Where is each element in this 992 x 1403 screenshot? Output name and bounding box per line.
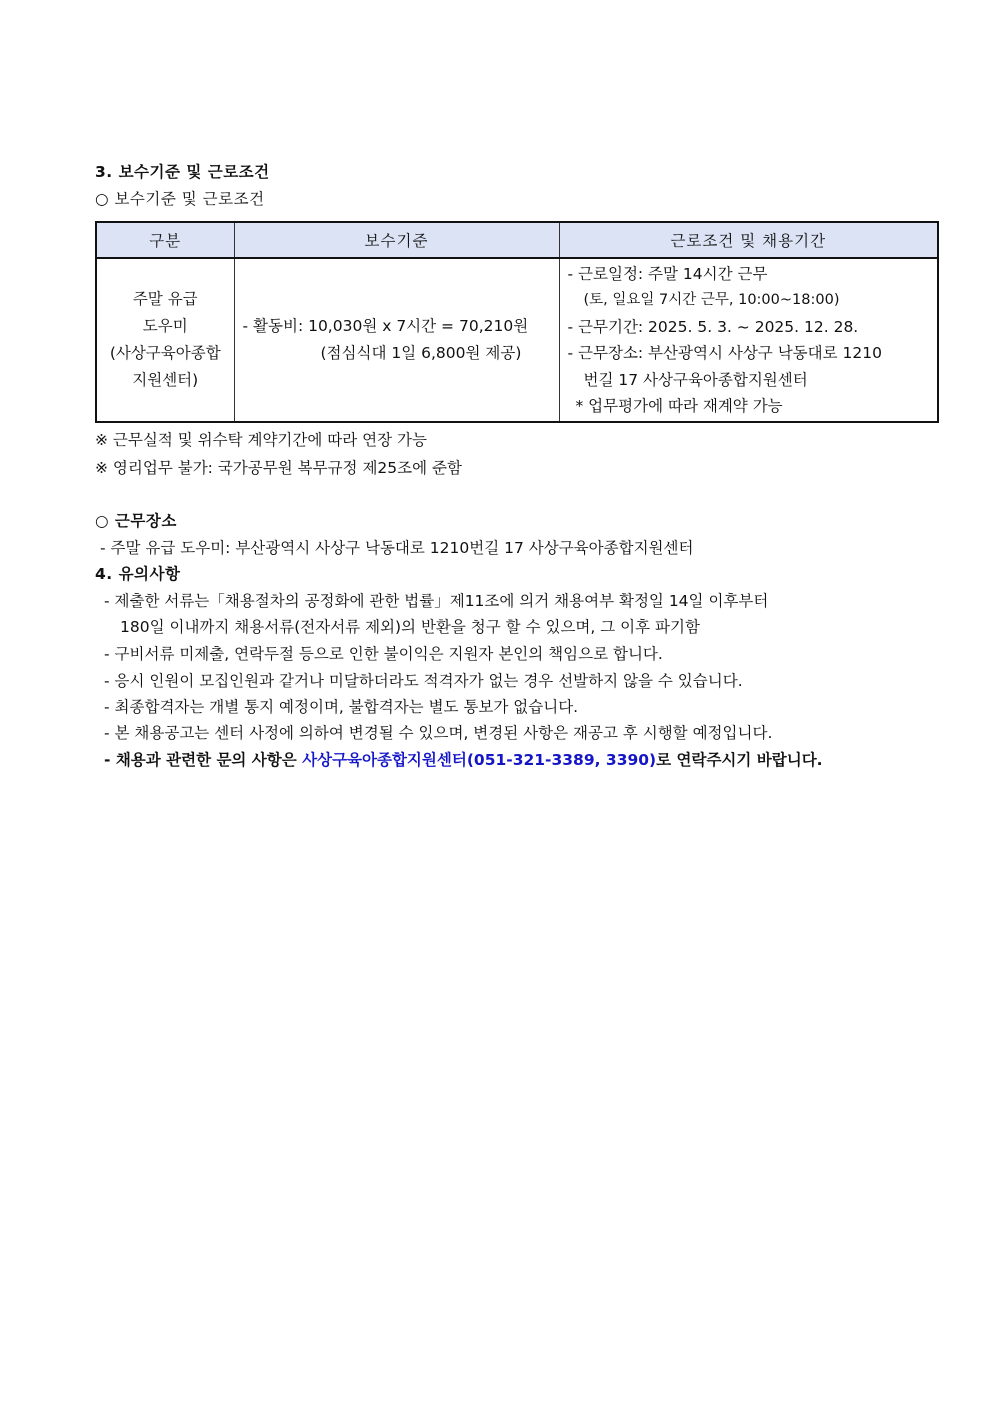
- condition-line: 번길 17 사상구육아종합지원센터: [583, 370, 808, 389]
- note-business: ※ 영리업무 불가: 국가공무원 복무규정 제25조에 준함: [95, 459, 462, 477]
- condition-line: * 업무평가에 따라 재계약 가능: [575, 397, 783, 415]
- workplace-line: - 주말 유급 도우미: 부산광역시 사상구 낙동대로 1210번길 17 사상구육아종합지원센터: [100, 539, 694, 557]
- table-row: [96, 258, 938, 422]
- category-line: (사상구육아종합: [109, 344, 221, 362]
- note-extension: ※ 근무실적 및 위수탁 계약기간에 따라 연장 가능: [95, 431, 427, 449]
- contact-line: [104, 747, 823, 773]
- section-3-title: 3. 보수기준 및 근로조건: [95, 163, 270, 181]
- pay-line: - 활동비: 10,030원 x 7시간 = 70,210원: [242, 317, 529, 335]
- section-4-title: 4. 유의사항: [95, 565, 181, 583]
- condition-line: - 근무장소: 부산광역시 사상구 낙동대로 1210: [567, 344, 882, 362]
- pay-note: (점심식대 1일 6,800원 제공): [320, 344, 522, 362]
- workplace-title: ○ 근무장소: [95, 512, 177, 530]
- table-header-row: [96, 222, 938, 258]
- category-line: 주말 유급: [132, 290, 198, 308]
- notice-item: - 제출한 서류는「채용절차의 공정화에 관한 법률」제11조에 의거 채용여부 확정일 14일 이후부터: [104, 592, 769, 610]
- condition-line: (토, 일요일 7시간 근무, 10:00~18:00): [583, 292, 840, 308]
- condition-line: - 근로일정: 주말 14시간 근무: [567, 264, 768, 283]
- notice-item: - 본 채용공고는 센터 사정에 의하여 변경될 수 있으며, 변경된 사항은 재공고 후 시행할 예정입니다.: [104, 724, 773, 742]
- notice-item: 180일 이내까지 채용서류(전자서류 제외)의 반환을 청구 할 수 있으며, 그 이후 파기함: [120, 618, 700, 636]
- pay-conditions-table: [95, 221, 939, 423]
- category-cell: [96, 258, 234, 422]
- contact-prefix: - 채용과 관련한 문의 사항은: [104, 751, 303, 769]
- conditions-cell: [559, 258, 938, 422]
- category-line: 도우미: [142, 317, 188, 335]
- contact-suffix: 로 연락주시기 바랍니다.: [656, 751, 823, 769]
- header-category: 구분: [96, 222, 234, 258]
- category-line: 지원센터): [132, 371, 199, 389]
- header-pay: 보수기준: [234, 222, 559, 258]
- notice-item: - 응시 인원이 모집인원과 같거나 미달하더라도 적격자가 없는 경우 선발하지 않을 수 있습니다.: [104, 672, 743, 690]
- condition-line: - 근무기간: 2025. 5. 3. ~ 2025. 12. 28.: [567, 317, 859, 336]
- section-3-subtitle: ○ 보수기준 및 근로조건: [95, 190, 265, 208]
- notice-item: - 구비서류 미제출, 연락두절 등으로 인한 불이익은 지원자 본인의 책임으로 합니다.: [104, 645, 663, 663]
- pay-cell: [234, 258, 559, 422]
- notice-item: - 최종합격자는 개별 통지 예정이며, 불합격자는 별도 통보가 없습니다.: [104, 698, 579, 716]
- contact-center: 사상구육아종합지원센터(051-321-3389, 3390): [302, 751, 657, 769]
- header-conditions: 근로조건 및 채용기간: [559, 222, 938, 258]
